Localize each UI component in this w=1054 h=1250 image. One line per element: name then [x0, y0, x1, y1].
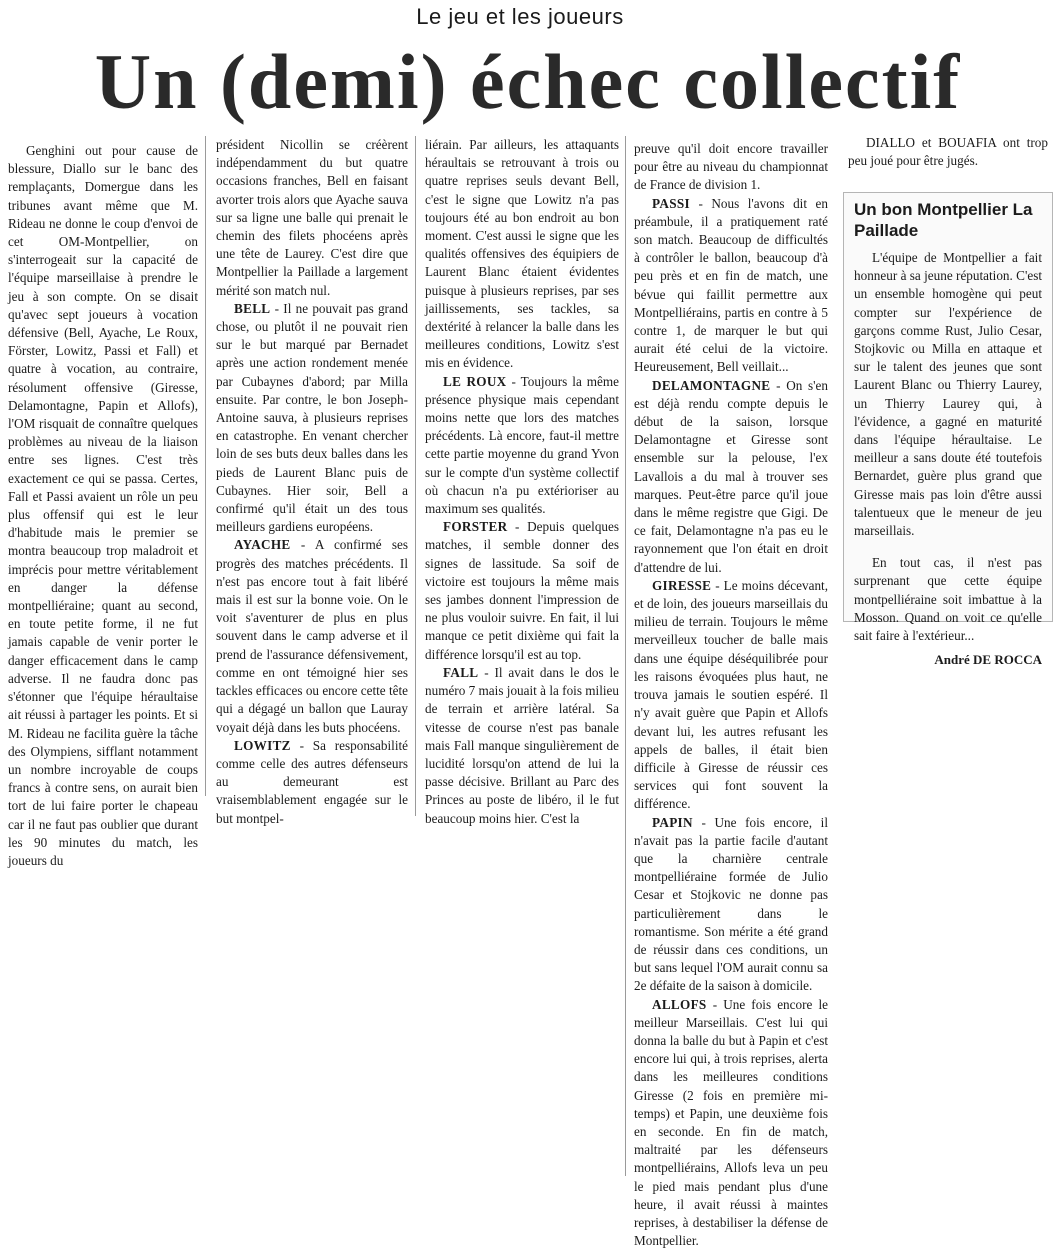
player-name: GIRESSE: [652, 577, 712, 593]
player-comment: - A confirmé ses progrès des matches précédents. Il n'est pas encore tout à fait libéré mais il est sur la bonne voie. On le voit s'aventurer de plus en plus souvent dans le camp adverse et il prend de l'assurance défensivement, comme en ont témoigné hier ses tackles efficaces ou encore cette tête qui a dégagé un ballon que Lauray voyait déjà dans les buts phocéens.: [216, 537, 408, 735]
player-entry-allofs: [634, 996, 828, 1250]
sidebar-title: Un bon Montpellier La Paillade: [854, 200, 1033, 240]
player-entry-forster: [425, 518, 619, 664]
section-kicker: Le jeu et les joueurs: [416, 4, 624, 29]
article-column-4: [634, 140, 828, 1249]
author-signature: André DE ROCCA: [934, 652, 1042, 668]
body-paragraph: Genghini out pour cause de blessure, Diallo sur le banc des remplaçants, Domergue dans les tribunes avant même que M. Rideau ne donne le coup d'envoi de cet OM-Montpellier, on s'interrogeait sur la capacité de l'équipe marseillaise à prendre le jeu à son compte. On se disait qu'avec sept joueurs à vocation défensive (Bell, Ayache, Le Roux, Förster, Lowitz, Passi et Fall) et quatre à vocation, au contraire, résolument offensive (Giresse, Delamontagne, Papin et Allofs), l'OM risquait de connaître quelques problèmes au niveau de la liaison entre ses lignes. C'est très exactement ce qui se passa. Certes, Fall et Passi avaient un rôle un peu plus offensif qui est le leur d'habitude mais le premier se montra beaucoup trop maladroit et imprécis pour mettre véritablement en danger la défense montpelliéraine; quant au second, en toute petite forme, il ne fut jamais capable de venir porter le danger efficacement dans le camp adverse. Il ne faudra donc pas s'étonner que l'équipe héraultaise ait réussi à partager les points. Et si M. Rideau ne facilita guère la tâche des Olympiens, sifflant notamment un nombre incroyable de coups francs à contre sens, on aurait bien tort de lui faire porter le chapeau car il ne faut pas oublier que durant les 90 minutes du match, les joueurs du: [8, 143, 198, 868]
player-entry-giresse: [634, 577, 828, 814]
player-comment: - Il avait dans le dos le numéro 7 mais jouait à la fois milieu de terrain et arrière latéral. Sa vitesse de course n'est pas banale mais Fall manque singulièrement de lucidité lorsqu'on attend de lui la passe décisive. Brillant au Parc des Princes au poste de libéro, il le fut beaucoup moins hier. C'est la: [425, 664, 619, 826]
player-name: ALLOFS: [652, 996, 707, 1012]
body-paragraph: liérain. Par ailleurs, les attaquants héraultais se retrouvant à trois ou quatre reprises seuls devant Bell, c'est le signe que Lowitz n'a pas toujours été au bon endroit au bon moment. C'est aussi le signe que les qualités offensives des équipiers de Laurent Blanc étaient évidentes puisque à plusieurs reprises, par ses jaillissements, ses tackles, sa dextérité à relancer la balle dans les meilleures conditions, Lowitz s'est mis en évidence.: [425, 137, 619, 371]
player-name: LE ROUX: [443, 373, 507, 389]
body-paragraph: DIALLO et BOUAFIA ont trop peu joué pour être jugés.: [848, 135, 1048, 169]
player-name: DELAMONTAGNE: [652, 377, 771, 393]
player-name: FORSTER: [443, 519, 508, 535]
sidebar-box: [843, 192, 1053, 668]
player-name: FALL: [443, 664, 479, 680]
player-entry-ayache: [216, 536, 408, 736]
player-entry-delamontagne: [634, 377, 828, 577]
player-entry-papin: [634, 814, 828, 996]
article-column-3: [425, 136, 619, 826]
sidebar-paragraph: L'équipe de Montpellier a fait honneur à sa jeune réputation. C'est un ensemble homogène qui peut compter sur l'expérience de garçons comme Rust, Julio Cesar, Stojkovic ou Milla en attaque et sur le talent des jeunes que sont Laurent Blanc ou Thierry Laurey, un Thierry Laurey qui, à l'évidence, a gagné en maturité dans l'équipe héraultaise. Le meilleur a sans doute été toutefois Bernardet, guère plus grand que Giresse mais pas loin d'être aussi talentueux que le meneur de jeu marseillais.: [854, 250, 1042, 539]
sidebar-paragraph: En tout cas, il n'est pas surprenant que cette équipe montpelliéraine soit imbattue à la Mosson. Quand on voit ce qu'elle sait faire à l'extérieur...: [854, 555, 1042, 644]
player-comment: - Il ne pouvait pas grand chose, ou plutôt il ne pouvait rien sur le but marqué par Bernadet après une action rondement menée par Cubaynes d'abord; par Milla ensuite. Par contre, le bon Joseph-Antoine sauva, à plusieurs reprises en catastrophe. En venant chercher loin de ses buts deux balles dans les pieds de Laurent Blanc puis de Cubaynes. Hier soir, Bell a confirmé qu'il était un des tous meilleurs gardiens européens.: [216, 300, 408, 535]
player-name: AYACHE: [234, 537, 291, 553]
player-comment: - Une fois encore le meilleur Marseillais. C'est lui qui donna la balle du but à Papin et c'est encore lui qui, à trois reprises, alerta dans les meilleures conditions Giresse (2 fois en première mi-temps) et Papin, une deuxième fois en seconde. En fin de match, maltraité par les défenseurs montpelliérains, Allofs leva un peu le pied mais pendant plus d'une heure, il avait réussi à maintes reprises, à destabiliser la défense de Montpellier.: [634, 996, 828, 1249]
player-name: BELL: [234, 300, 271, 316]
column-rule: [205, 136, 206, 796]
player-comment: - Le moins décevant, et de loin, des joueurs marseillais du milieu de terrain. Toujours le même merveilleux toucher de balle mais dans une équipe déséquilibrée pour les raisons évoquées plus haut, ne trouva jamais le soutien espéré. Il n'y avait guère que Papin et Allofs devant lui, les autres refusant les appels de balles, il était bien difficile à Giresse de réussir ces services qui font souvent la différence.: [634, 577, 828, 812]
column-rule: [625, 136, 626, 1176]
player-name: PASSI: [652, 195, 690, 211]
article-column-1: [8, 142, 198, 868]
column-rule: [415, 136, 416, 816]
player-comment: - On s'en est déjà rendu compte depuis le début de la saison, lorsque Delamontagne et Giresse sont ensemble sur la pelouse, l'ex Lavallois a du mal à trouver ses marques. Peut-être parce qu'il joue dans le même registre que Gigi. De ce fait, Delamontagne n'a pas eu le rayonnement que l'on était en droit d'attendre de lui.: [634, 377, 828, 575]
article-headline: Un (demi) échec collectif: [94, 38, 962, 125]
player-comment: - Toujours la même présence physique mais cependant moins nette que lors des matches précédents. Là encore, faut-il mettre cette partie moyenne du grand Yvon sur le compte d'un système collectif où chacun n'a pu extérioriser au maximum ses qualités.: [425, 373, 619, 517]
player-comment: - Une fois encore, il n'avait pas la partie facile d'autant que la charnière centrale montpelliéraine formée de Julio Cesar et Stojkovic ne donne pas particulièrement dans le romantisme. Son mérite a été grand de réussir dans ces conditions, un but sans lequel l'OM aurait connu sa 2e défaite de la saison à domicile.: [634, 814, 828, 994]
body-paragraph: preuve qu'il doit encore travailler pour être au niveau du championnat de France de division 1.: [634, 141, 828, 193]
player-entry-bell: [216, 300, 408, 537]
player-comment: - Depuis quelques matches, il semble donner des signes de lassitude. Sa soif de victoire est toujours la même mais ses jambes donnent l'impression de ne plus vouloir suivre. En fait, il lui manque ce petit dixième qui fait la différence lorsqu'il est au top.: [425, 519, 619, 662]
player-entry-lowitz: [216, 737, 408, 828]
sidebar-body: [844, 245, 1052, 669]
article-column-2: [216, 136, 408, 826]
article-column-5: [848, 134, 1048, 184]
player-entry-leroux: [425, 373, 619, 519]
player-comment: - Nous l'avons dit en préambule, il a pratiquement raté son match. Beaucoup de difficultés à contrôler le ballon, beaucoup d'à peu près et en fin de match, une bévue qui faillit permettre aux Montpelliérains, partis en contre à 5 contre 1, de marquer le but qui aurait été celui de la victoire. Heureusement, Bell veillait...: [634, 195, 828, 375]
body-paragraph: président Nicollin se créèrent indépendamment du but quatre occasions franches, Bell en faisant avorter trois alors que Ayache sauva sur sa ligne une balle qui prenait le chemin des filets phocéens après une tête de Laurey. C'est dire que Montpellier la Paillade a largement mérité son match nul.: [216, 137, 408, 298]
player-name: LOWITZ: [234, 737, 291, 753]
player-entry-passi: [634, 195, 828, 377]
player-name: PAPIN: [652, 814, 693, 830]
player-entry-fall: [425, 664, 619, 828]
player-comment: - Sa responsabilité comme celle des autres défenseurs au demeurant est vraisemblablement engagée sur le but montpel-: [216, 737, 408, 826]
